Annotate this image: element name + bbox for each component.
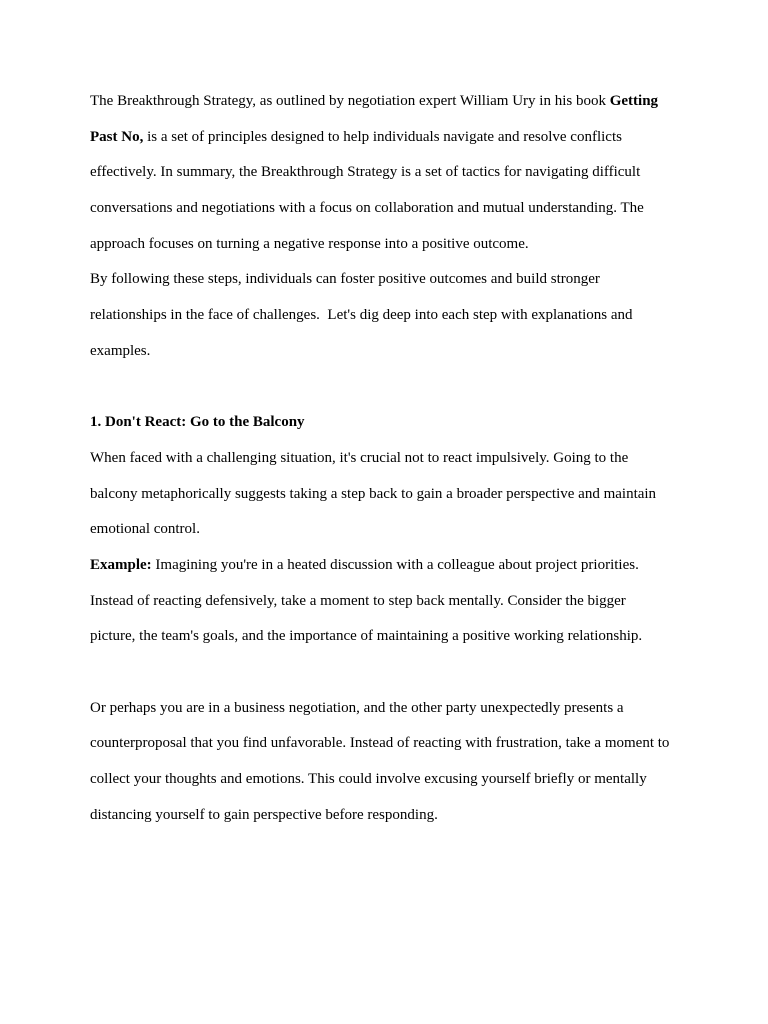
intro-text: is a set of principles designed to help individuals navigate and resolve conflicts: [143, 128, 622, 145]
follow-up-line: [90, 298, 730, 334]
intro-paragraph: [90, 84, 730, 262]
second-example-text: Or perhaps you are in a business negotiation, and the other party unexpectedly presents a: [90, 699, 624, 716]
explanation-text: When faced with a challenging situation, it's crucial not to react impulsively. Going to the: [90, 449, 629, 466]
intro-text: effectively. In summary, the Breakthrough Strategy is a set of tactics for navigating difficult: [90, 164, 641, 181]
intro-line: [90, 120, 730, 156]
second-example-text: counterproposal that you find unfavorable. Instead of reacting with frustration, take a moment to: [90, 735, 670, 752]
follow-up-text: relationships in the face of challenges. Let's dig deep into each step with explanations and: [90, 307, 633, 324]
second-example-text: distancing yourself to gain perspective before responding.: [90, 806, 438, 823]
explanation-text: emotional control.: [90, 521, 200, 538]
follow-up-text: examples.: [90, 342, 151, 359]
intro-text: The Breakthrough Strategy, as outlined by negotiation expert William Ury in his book: [90, 93, 610, 109]
example-line: [90, 548, 730, 584]
intro-text: approach focuses on turning a negative response into a positive outcome.: [90, 235, 529, 252]
step-1-heading: [90, 405, 730, 441]
follow-up-text: By following these steps, individuals can foster positive outcomes and build stronger: [90, 271, 600, 288]
blank-line: [90, 370, 730, 406]
second-example-line: [90, 691, 730, 727]
intro-text: conversations and negotiations with a focus on collaboration and mutual understanding. The: [90, 200, 644, 217]
second-example-text: collect your thoughts and emotions. This could involve excusing yourself briefly or mentally: [90, 771, 647, 788]
blank-line: [90, 655, 730, 691]
step-1-second-example: [90, 691, 730, 834]
book-title: Past No,: [90, 128, 144, 145]
example-label: Example:: [90, 556, 152, 573]
follow-up-line: [90, 262, 730, 298]
intro-line: [90, 227, 730, 263]
example-text: picture, the team's goals, and the importance of maintaining a positive working relationship.: [90, 628, 643, 645]
example-text: Imagining you're in a heated discussion with a colleague about project priorities.: [151, 556, 639, 573]
book-title: Getting: [609, 93, 659, 109]
second-example-line: [90, 798, 730, 834]
intro-line: [90, 191, 730, 227]
step-1-section: [90, 405, 730, 833]
second-example-line: [90, 726, 730, 762]
example-line: [90, 584, 730, 620]
follow-up-paragraph: [90, 262, 730, 369]
intro-line: [90, 84, 730, 120]
step-1-explanation: [90, 441, 730, 548]
example-line: [90, 619, 730, 655]
second-example-line: [90, 762, 730, 798]
document-body: [90, 84, 730, 833]
explanation-line: [90, 441, 730, 477]
example-text: Instead of reacting defensively, take a moment to step back mentally. Consider the bigger: [90, 592, 626, 609]
follow-up-line: [90, 334, 730, 370]
explanation-text: balcony metaphorically suggests taking a step back to gain a broader perspective and maintain: [90, 485, 657, 502]
intro-line: [90, 155, 730, 191]
step-1-heading-text: 1. Don't React: Go to the Balcony: [90, 414, 305, 431]
explanation-line: [90, 512, 730, 548]
explanation-line: [90, 477, 730, 513]
step-1-example: [90, 548, 730, 655]
